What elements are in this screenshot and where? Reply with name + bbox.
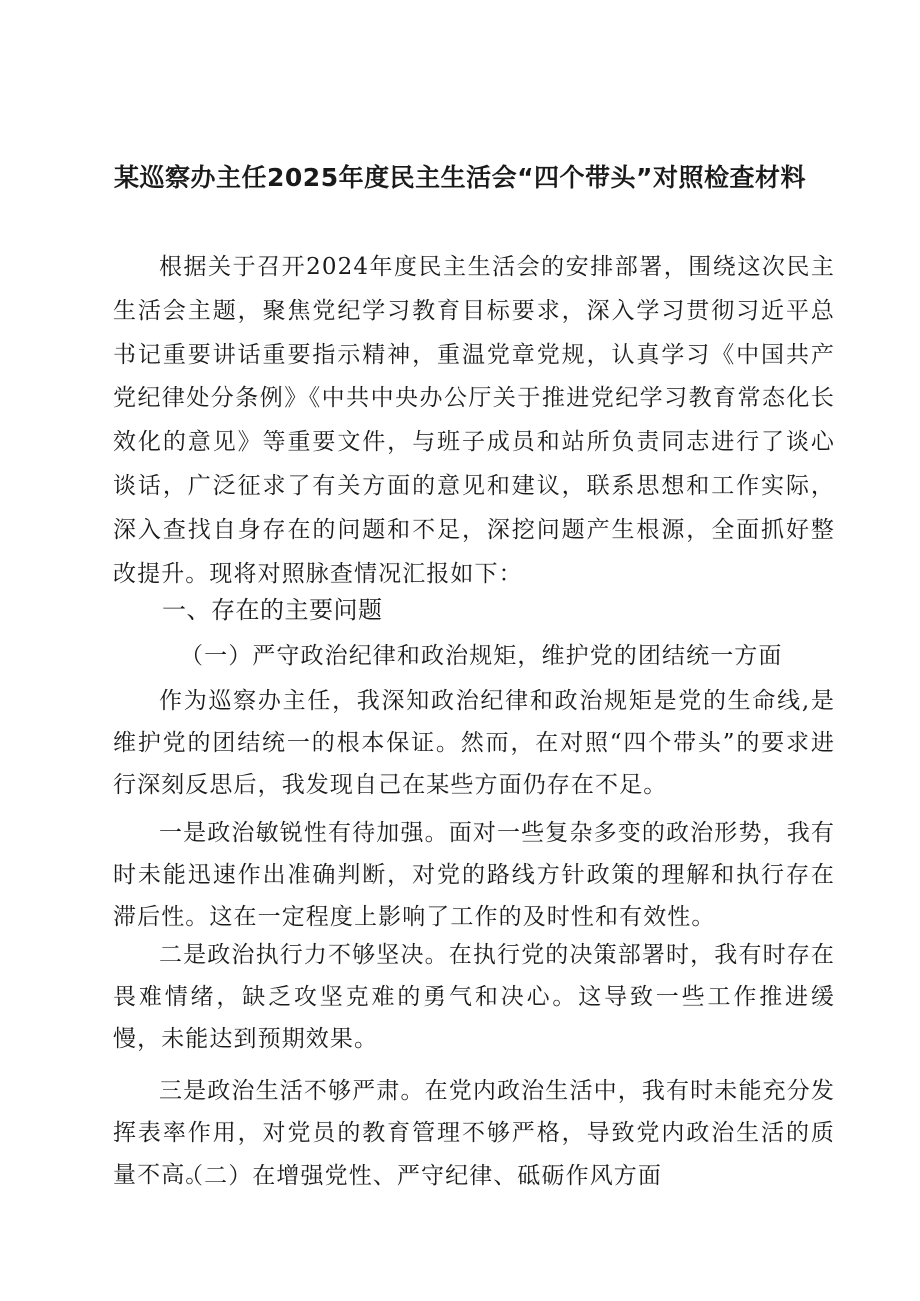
paragraph-point-3: 三是政治生活不够严肃。在党内政治生活中，我有时未能充分发挥表率作用，对党员的教育管理不够严格，导致党内政治生活的质量不高。 <box>113 1078 835 1188</box>
intro-paragraph: 根据关于召开2024年度民主生活会的安排部署，围绕这次民主生活会主题，聚焦党纪学习教育目标要求，深入学习贯彻习近平总书记重要讲话重要指示精神，重温党章党规，认真学习《中国共产党纪律处分条例》《中共中央办公厅关于推进党纪学习教育常态化长效化的意见》等重要文件，与班子成员和站所负责同志进行了谈心谈话，广泛征求了有关方面的意见和建议，联系思想和工作实际，深入查找自身存在的问题和不足，深挖问题产生根源，全面抓好整改提升。现将对照脉查情况汇报如下： <box>113 254 835 587</box>
paragraph-role: 作为巡察办主任，我深知政治纪律和政治规矩是党的生命线,是维护党的团结统一的根本保证。然而，在对照“四个带头”的要求进行深刻反思后，我发现自己在某些方面仍存在不足。 <box>113 688 835 798</box>
document-title: 某巡察办主任2025年度民主生活会“四个带头”对照检查材料 <box>114 163 806 192</box>
subsection-heading-political-discipline: （一）严守政治纪律和政治规矩，维护党的团结统一方面 <box>180 643 783 669</box>
subsection-heading-party-spirit: （二）在增强党性、严守纪律、砥砺作风方面 <box>180 1163 662 1189</box>
paragraph-point-1: 一是政治敏锐性有待加强。面对一些复杂多变的政治形势，我有时未能迅速作出准确判断，对党的路线方针政策的理解和执行存在滞后性。这在一定程度上影响了工作的及时性和有效性。 <box>113 820 835 930</box>
section-heading-main-problems: 一、存在的主要问题 <box>162 596 383 624</box>
paragraph-point-2: 二是政治执行力不够坚决。在执行党的决策部署时，我有时存在畏难情绪，缺乏攻坚克难的勇气和决心。这导致一些工作推进缓慢，未能达到预期效果。 <box>113 942 835 1052</box>
